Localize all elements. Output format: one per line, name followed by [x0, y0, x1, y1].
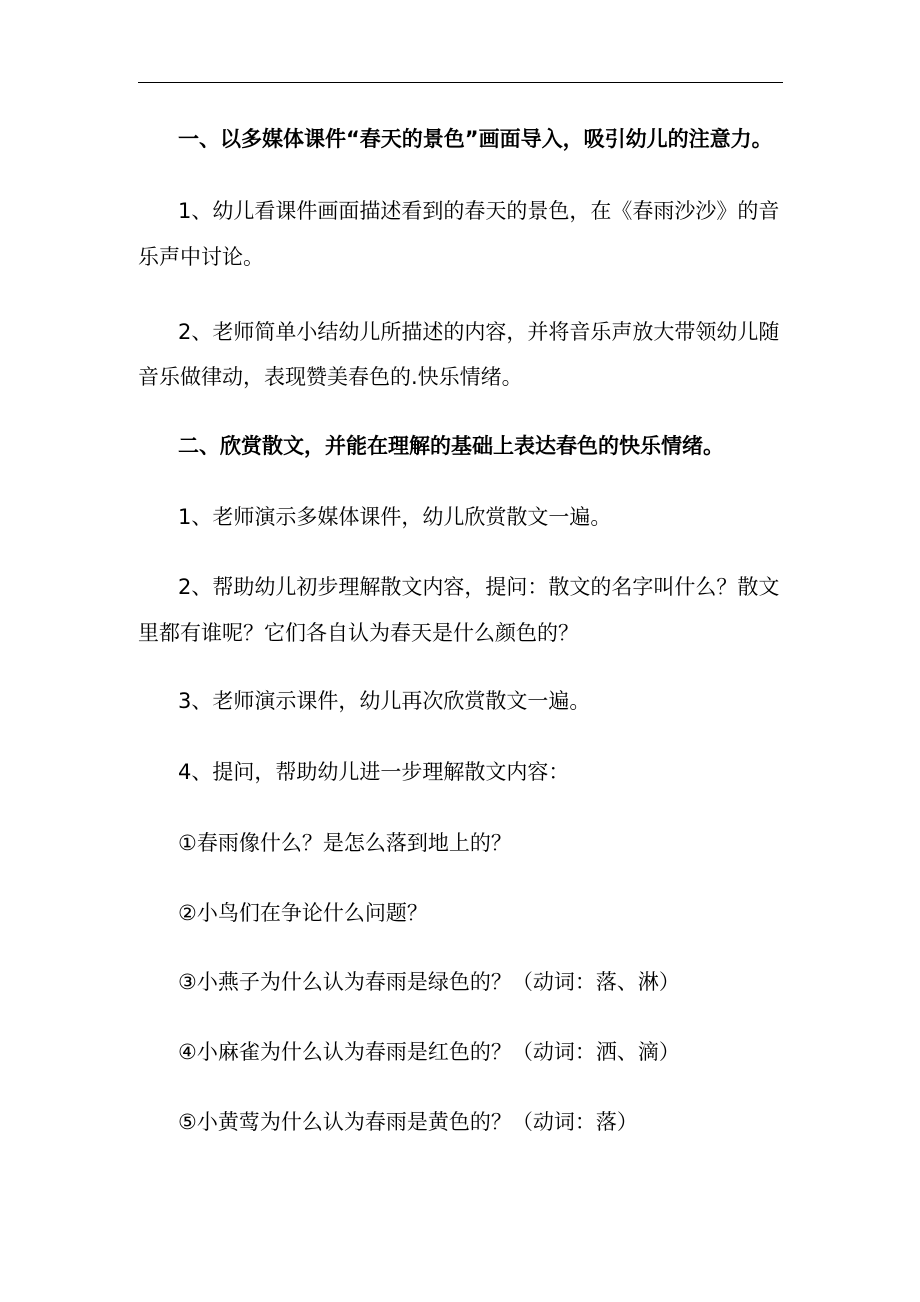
- header-rule: [138, 82, 783, 83]
- step-2-line-1: 2、帮助幼儿初步理解散文内容，提问：散文的名字叫什么？散文: [178, 575, 780, 599]
- step-1: 1、老师演示多媒体课件，幼儿欣赏散文一遍。: [178, 505, 612, 529]
- paragraph-2-line-1: 2、老师简单小结幼儿所描述的内容，并将音乐声放大带领幼儿随: [178, 320, 780, 344]
- paragraph-1-line-1: 1、幼儿看课件画面描述看到的春天的景色，在《春雨沙沙》的音: [178, 199, 780, 223]
- step-4: 4、提问，帮助幼儿进一步理解散文内容：: [178, 760, 570, 784]
- question-5: ⑤小黄莺为什么认为春雨是黄色的？（动词：落）: [178, 1110, 638, 1134]
- section-heading-1: 一、以多媒体课件“春天的景色”画面导入，吸引幼儿的注意力。: [178, 127, 773, 151]
- question-1: ①春雨像什么？是怎么落到地上的？: [178, 831, 512, 855]
- section-heading-2: 二、欣赏散文，并能在理解的基础上表达春色的快乐情绪。: [178, 434, 724, 458]
- question-3: ③小燕子为什么认为春雨是绿色的？（动词：落、淋）: [178, 970, 680, 994]
- step-3: 3、老师演示课件，幼儿再次欣赏散文一遍。: [178, 689, 591, 713]
- question-4: ④小麻雀为什么认为春雨是红色的？（动词：洒、滴）: [178, 1040, 680, 1064]
- step-2-line-2: 里都有谁呢？它们各自认为春天是什么颜色的？: [138, 621, 579, 645]
- paragraph-2-line-2: 音乐做律动，表现赞美春色的.快乐情绪。: [138, 365, 523, 389]
- question-2: ②小鸟们在争论什么问题？: [178, 901, 428, 925]
- paragraph-1-line-2: 乐声中讨论。: [138, 245, 264, 269]
